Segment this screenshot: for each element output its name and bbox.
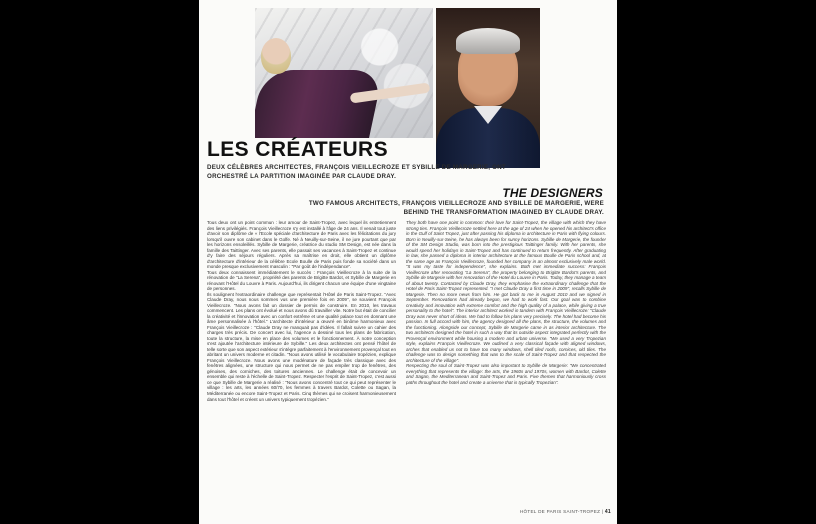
english-body-column: They both have one point in common: their love for Saint-Tropez, the village with which they have strong ties. François Vieillecroze settled here at the age of 24 when he opened his architect's office in the Gulf of Saint Tropez, just after passing his diploma in architecture in Paris with flying colours. Born in Neuilly-sur-Seine, he has always been for sunny horizons. Sybille de Margerie, the founder of the SM Design Studio, was born into the prestigious Taittinger family. With her parents, she would spend her holidays in Saint-Tropez and has continued to return frequently. After graduating in law, she passed a diploma in interior architecture at the famous Boulle de Paris school and, at the same age as François Vieillecroze, founded her company in an almost exclusively male world. "It was my taste for independence", she explains. Both met immediate success: François Vieillecroze after renovating "La Serena", the property belonging to Brigitte Bardot's parents, and Sybille de Margerie with her renovation of the Hotel du Louvre in Paris. Today, they manage a team of about twenty. Contacted by Claude Dray, they emphasise the extraordinary challenge that the Hotel de Paris Saint-Tropez represented. "I met Claude Dray a first time in 2009", recalls Sybille de Margerie. Then no more news from him. He got back to me in August 2010 and we signed in September. Renovations had already begun, we had to work fast. Our goal was to combine creativity and innovation with extreme comfort and the high quality of a palace, while giving a true personality to the hotel". The interior architect worked in tandem with François Vieillecroze: "Claude Dray was never short of ideas. We had to follow his plans very precisely. The hotel had become his passion. In full accord with him, the agency designed all the plans, the structure, the volumes and the functioning. Alongside our concept, Sybille de Margerie came in as interior architecture. The two architects designed the hotel in such a way that its outside aspect integrated perfectly with the Provençal environment while housing a modern and urban universe. "We used a very Tropezian style, explains François Vieillecroze. We outlined a very classical façade with aligned windows, arches that enabled us not to have too many windows, shell tiled roofs, cornices, old tiles. The challenge was to design something that was to the scale of Saint-Tropez and that respected the architecture of the village". Respecting the soul of Saint-Tropez was also important to Sybille de Margerie: "We concentrated everything that represents the village: the arts, the 1960s and 1970s, women with Bardot, Colette and Sagan, the Mediterranean and Saint-Tropez and Paris. Five themes that harmoniously cross paths throughout the hotel and create a universe that is typically Tropezian".	[406, 220, 606, 385]
english-subtitle: TWO FAMOUS ARCHITECTS, FRANÇOIS VIEILLECROZE AND SYBILLE DE MARGERIE, WERE BEHIND THE TRANSFORMATION IMAGINED BY CLAUDE DRAY.	[308, 200, 604, 216]
figure-body	[255, 70, 384, 138]
photo-sybille-de-margerie	[255, 8, 433, 138]
page-number: 41	[604, 509, 611, 515]
footer-publication: HÔTEL DE PARIS SAINT-TROPEZ |	[519, 509, 604, 514]
page-footer	[520, 509, 611, 515]
english-title: THE DESIGNERS	[502, 186, 603, 200]
photo-francois-vieillecroze	[436, 8, 540, 168]
figure-hair	[456, 28, 520, 54]
magazine-page	[199, 0, 617, 524]
page-title: LES CRÉATEURS	[207, 138, 388, 161]
french-subtitle: DEUX CÉLÈBRES ARCHITECTES, FRANÇOIS VIEILLECROZE ET SYBILLE DE MARGERIE, ONT ORCHESTRÉ LA PARTITION IMAGINÉE PAR CLAUDE DRAY.	[207, 164, 506, 180]
french-body-column: Tous deux ont un point commun : leur amour de Saint-Tropez, avec lequel ils entretiennent des liens privilégiés. François Vieillecroze s'y est installé à l'âge de 24 ans. Il venait tout juste d'avoir son diplôme de « l'Ecole spéciale d'architecture de Paris avec les félicitations du jury lorsqu'il ouvre son cabinet dans le Golfe. Né à Neuilly-sur-Seine, il ne jure pourtant que par les horizons ensoleillés. Sybille de Margerie, créatrice du studio SM Design, est née dans la famille des Taittinger. Avec ses parents, elle passait ses vacances à Saint-Tropez et continue d'y faire des séjours réguliers. Après sa maîtrise en droit, elle obtient un diplôme d'architecture d'intérieur de la célèbre Ecole Boulle de Paris puis fonde sa société dans un monde presque exclusivement masculin : "Par goût de l'indépendance". Tous deux connaissent immédiatement le succès : François Vieillecroze à la suite de la rénovation de "La Serena", propriété des parents de Brigitte Bardot, et Sybille de Margerie en rénovant l'Hôtel du Louvre à Paris. Aujourd'hui, ils dirigent chacun une équipe d'une vingtaine de personnes. Ils soulignent l'extraordinaire challenge que représentait l'Hôtel de Paris Saint-Tropez. "Avec Claude Dray, nous nous sommes vus une première fois en 2009", se souvient François Vieillecroze. "Nous avons fait un dossier de permis de construire. En 2010, les travaux commencent. Les plans ont évolué et nous avons dû travailler vite. Notre but était de concilier la créativité et l'innovation avec un confort extrême et une qualité palace tout en donnant une âme personnalisée à l'hôtel." L'architecte d'intérieur a œuvré en binôme harmonieux avec François Vieillecroze : "Claude Dray ne manquait pas d'idées. Il fallait suivre un cahier des charges très précis. De concert avec lui, l'agence a dessiné tous les plans de fabrication, toute la structure, la mise en place des volumes et le fonctionnement. À notre conception s'est ajoutée l'architecture intérieure de Sybille." Les deux architectes ont pensé l'hôtel de telle sorte que son aspect extérieur s'intègre parfaitement à l'environnement provençal tout en abritant un univers moderne et citadin. "Nous avons utilisé le vocabulaire tropézien, explique François Vieillecroze. Nous avons une modénature de façade très classique avec des fenêtres alignées, une structure qui nous permet de ne pas empiler trop de fenêtres, des génoises, des corniches, des toitures anciennes. Le challenge était de concevoir un ensemble qui reste à l'échelle de Saint-Tropez. Respecter l'esprit de Saint-Tropez, c'est aussi ce que Sybille de Margerie a réalisé : "Nous avons concentré tout ce qui peut représenter le village : les arts, les années 60/70, les femmes à travers Bardot, Colette ou Sagan, la Méditerranée ou encore Saint-Tropez et Paris. Cinq thèmes qui se croisent harmonieusement dans tout l'hôtel et créent un univers typiquement tropézien."	[207, 220, 396, 402]
figure-head	[261, 38, 291, 74]
